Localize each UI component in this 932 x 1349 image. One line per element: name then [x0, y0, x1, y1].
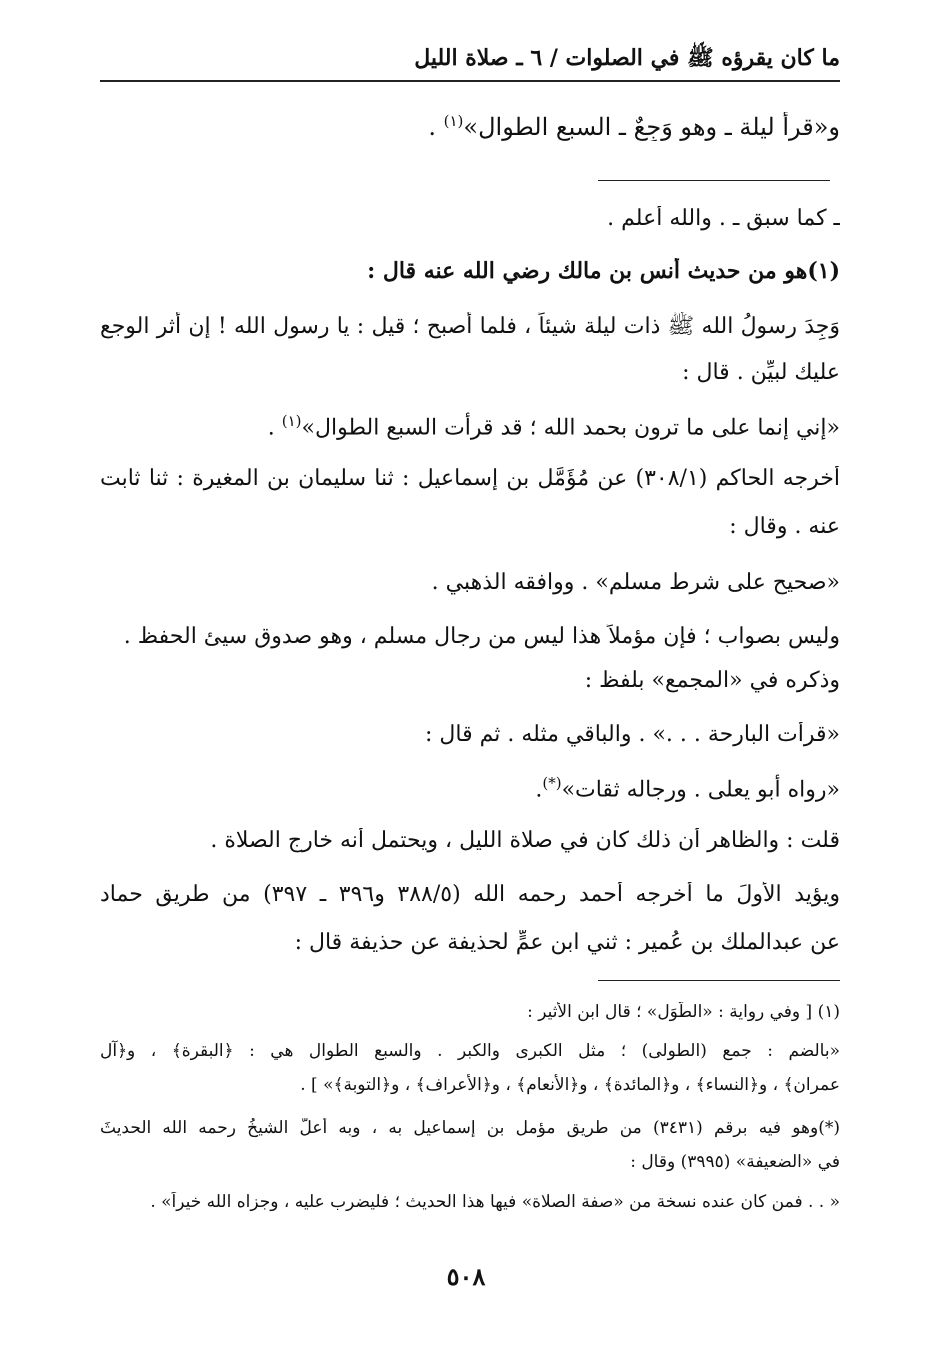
body-line-11: «قرأت البارحة . . .» . والباقي مثله . ثم قال :	[425, 722, 840, 747]
footnote-mark-1: (١)	[443, 112, 464, 130]
quote-end: .	[267, 415, 282, 441]
body-line-8: «صحيح على شرط مسلم» . ووافقه الذهبي .	[431, 570, 840, 595]
footnote-line-2: «بالضم : جمع (الطولى) ؛ مثل الكبرى والكبر . والسبع الطوال هي : ﴿البقرة﴾ ، و﴿آل	[100, 1041, 840, 1061]
body-line-3: وَجِدَ رسولُ الله ﷺ ذات ليلة شيئاً ، فلما أصبح ؛ قيل : يا رسول الله ! إن أثر الوجع	[100, 314, 840, 339]
narration-end: .	[535, 777, 543, 803]
quote-text: «إني إنما على ما ترون بحمد الله ؛ قد قرأت السبع الطوال»	[301, 415, 840, 441]
body-line-14: ويؤيد الأولَ ما أخرجه أحمد رحمه الله (٣٨٨/٥ و٣٩٦ ـ ٣٩٧) من طريق حماد	[100, 882, 840, 907]
running-header: ما كان يقرؤه ﷺ في الصلوات / ٦ ـ صلاة الليل	[414, 45, 840, 71]
body-line-9: وليس بصواب ؛ فإن مؤملاً هذا ليس من رجال مسلم ، وهو صدوق سيئ الحفظ .	[123, 624, 840, 649]
top-quote-text: و«قرأ ليلة ـ وهو وَجِعٌ ـ السبع الطوال»	[463, 113, 840, 141]
footnote-line-4: (*)وهو فيه برقم (٣٤٣١) من طريق مؤمل بن إسماعيل به ، وبه أعلَّ الشيخُ رحمه الله الحديثَ	[100, 1118, 840, 1138]
body-line-10: وذكره في «المجمع» بلفظ :	[584, 668, 840, 693]
body-line-1: ـ كما سبق ـ . والله أعلم .	[607, 206, 840, 231]
footnote-line-3: عمران﴾ ، و﴿النساء﴾ ، و﴿المائدة﴾ ، و﴿الأنعام﴾ ، و﴿الأعراف﴾ ، و﴿التوبة﴾» ] .	[300, 1075, 840, 1095]
body-line-6: أخرجه الحاكم (٣٠٨/١) عن مُؤَمَّل بن إسماعيل : ثنا سليمان بن المغيرة : ثنا ثابت	[100, 466, 840, 491]
footnote-line-1: (١) [ وفي رواية : «الطُّوَل» ؛ قال ابن الأثير :	[527, 1002, 840, 1022]
narration-text: «رواه أبو يعلى . ورجاله ثقات»	[561, 777, 840, 803]
footnote-rule	[598, 980, 840, 981]
body-line-5	[100, 412, 840, 440]
body-line-7: عنه . وقال :	[729, 514, 840, 539]
header-rule	[100, 80, 840, 82]
body-line-12	[100, 774, 840, 802]
body-line-2: (١)هو من حديث أنس بن مالك رضي الله عنه قال :	[367, 258, 840, 284]
separator-rule	[598, 180, 830, 181]
footnote-mark-2: (١)	[281, 412, 302, 430]
footnote-line-6: « . . فمن كان عنده نسخة من «صفة الصلاة» فيها هذا الحديث ؛ فليضرب عليه ، وجزاه الله خيراً» .	[150, 1192, 840, 1212]
top-quote-end: .	[428, 113, 444, 141]
page-number: ٥٠٨	[446, 1262, 486, 1291]
footnote-line-5: في «الضعيفة» (٣٩٩٥) وقال :	[630, 1152, 840, 1172]
top-quote-line	[100, 112, 840, 141]
footnote-mark-star: (*)	[542, 774, 562, 792]
body-line-13: قلت : والظاهر أن ذلك كان في صلاة الليل ، ويحتمل أنه خارج الصلاة .	[210, 828, 840, 853]
body-line-4: عليك لبيِّن . قال :	[682, 360, 840, 385]
body-line-15: عن عبدالملك بن عُمير : ثني ابن عمٍّ لحذيفة عن حذيفة قال :	[294, 930, 840, 955]
